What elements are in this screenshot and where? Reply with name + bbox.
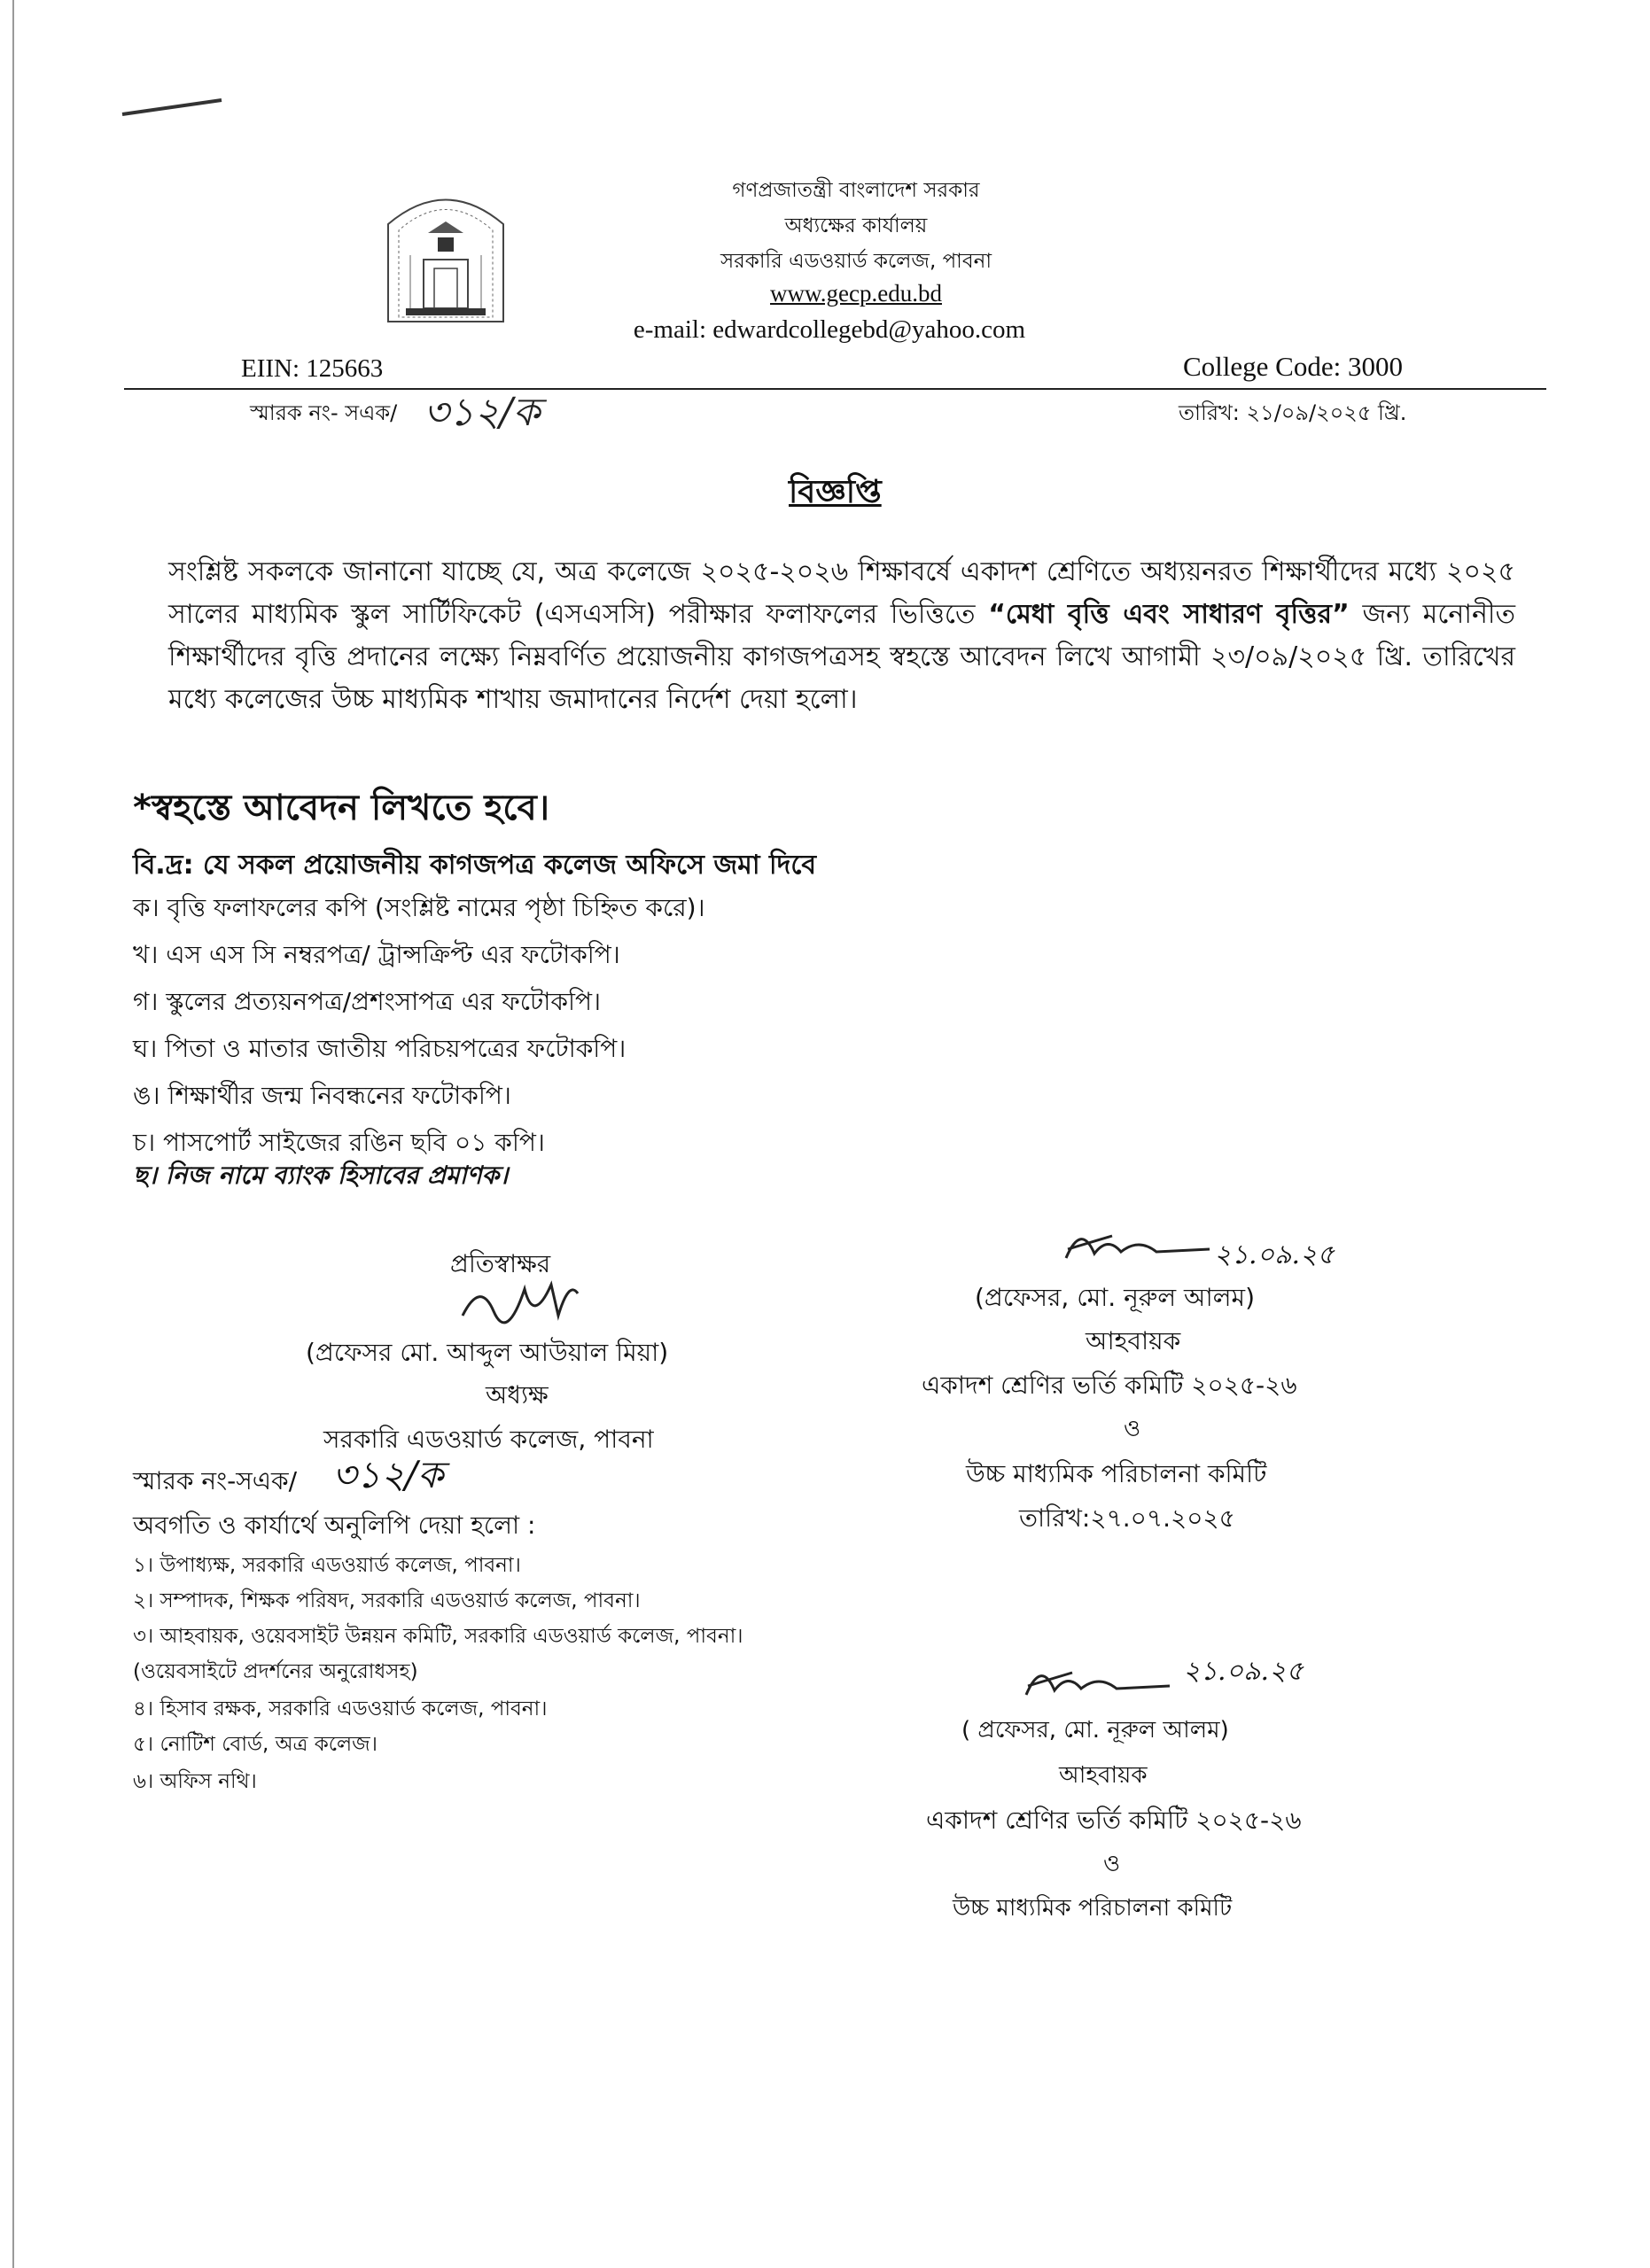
admission-committee-1: একাদশ শ্রেণির ভর্তি কমিটি ২০২৫-২৬ bbox=[922, 1371, 1297, 1400]
convener-signature-2 bbox=[1019, 1655, 1179, 1708]
document-item: খ। এস এস সি নম্বরপত্র/ ট্রান্সক্রিপ্ট এর ফটোকপি। bbox=[133, 940, 620, 969]
admission-committee-2: একাদশ শ্রেণির ভর্তি কমিটি ২০২৫-২৬ bbox=[926, 1806, 1302, 1835]
copy-list-item: ৩। আহবায়ক, ওয়েবসাইট উন্নয়ন কমিটি, সরকারি এডওয়ার্ড কলেজ, পাবনা। bbox=[133, 1625, 743, 1648]
email-address[interactable]: e-mail: edwardcollegebd@yahoo.com bbox=[633, 315, 1026, 344]
government-title: গণপ্রজাতন্ত্রী বাংলাদেশ সরকার bbox=[732, 179, 980, 202]
website-link[interactable]: www.gecp.edu.bd bbox=[770, 280, 942, 307]
copy-list-item: (ওয়েবসাইটে প্রদর্শনের অনুরোধসহ) bbox=[133, 1660, 418, 1683]
document-item: ঙ। শিক্ষার্থীর জন্ম নিবন্ধনের ফটোকপি। bbox=[133, 1081, 511, 1110]
convener-name-1: (প্রফেসর, মো. নূরুল আলম) bbox=[975, 1283, 1256, 1312]
principal-title: অধ্যক্ষ bbox=[486, 1380, 549, 1410]
and-conjunction-1: ও bbox=[1124, 1416, 1141, 1442]
eiin-number: EIIN: 125663 bbox=[241, 354, 384, 383]
copy-list-item: ২। সম্পাদক, শিক্ষক পরিষদ, সরকারি এডওয়ার্ড কলেজ, পাবনা। bbox=[133, 1589, 641, 1612]
convener-signature-date-2: ২১.০৯.২৫ bbox=[1183, 1656, 1304, 1687]
documents-heading: বি.দ্র: যে সকল প্রয়োজনীয় কাগজপত্র কলেজ অফিসে জমা দিবে bbox=[133, 850, 817, 881]
college-name: সরকারি এডওয়ার্ড কলেজ, পাবনা bbox=[720, 250, 992, 273]
principal-signature bbox=[454, 1262, 587, 1338]
convener-title-2: আহবায়ক bbox=[1059, 1762, 1148, 1789]
principal-name: (প্রফেসর মো. আব্দুল আউয়াল মিয়া) bbox=[306, 1338, 669, 1367]
copy-intro: অবগতি ও কার্যার্থে অনুলিপি দেয়া হলো : bbox=[133, 1511, 536, 1540]
copy-list-item: ৬। অফিস নথি। bbox=[133, 1770, 257, 1793]
notice-title: বিজ্ঞপ্তি bbox=[789, 474, 882, 510]
convener-name-2: ( প্রফেসর, মো. নূরুল আলম) bbox=[961, 1717, 1229, 1744]
counter-signature-label: প্রতিস্বাক্ষর bbox=[450, 1249, 551, 1278]
document-item: ক। বৃত্তি ফলাফলের কপি (সংশ্লিষ্ট নামের পৃষ্ঠা চিহ্নিত করে)। bbox=[133, 893, 705, 922]
document-item: চ। পাসপোর্ট সাইজের রঙিন ছবি ০১ কপি। bbox=[133, 1128, 545, 1157]
handwrite-note: *স্বহস্তে আবেদন লিখতে হবে। bbox=[133, 788, 550, 828]
college-code: College Code: 3000 bbox=[1183, 351, 1403, 382]
notice-body bbox=[168, 551, 1515, 721]
committee-date: তারিখ:২৭.০৭.২০২৫ bbox=[1019, 1503, 1235, 1533]
convener-signature-1 bbox=[1059, 1218, 1218, 1271]
notice-body-scholarship: “মেধা বৃত্তি এবং সাধারণ বৃত্তির” bbox=[988, 599, 1350, 630]
copy-list-item: ৪। হিসাব রক্ষক, সরকারি এডওয়ার্ড কলেজ, পাবনা। bbox=[133, 1697, 548, 1720]
copy-list-item: ১। উপাধ্যক্ষ, সরকারি এডওয়ার্ড কলেজ, পাবনা। bbox=[133, 1554, 521, 1577]
header-divider bbox=[124, 388, 1546, 390]
pen-stroke-mark bbox=[120, 93, 226, 120]
copy-memo-label: স্মারক নং-সএক/ bbox=[133, 1466, 298, 1495]
memo-number-handwritten: ৩১২/ক bbox=[424, 390, 541, 435]
copy-list-item: ৫। নোটিশ বোর্ড, অত্র কলেজ। bbox=[133, 1733, 377, 1756]
hsc-committee-1: উচ্চ মাধ্যমিক পরিচালনা কমিটি bbox=[966, 1459, 1267, 1488]
copy-memo-handwritten: ৩১২/ক bbox=[332, 1453, 444, 1496]
and-conjunction-2: ও bbox=[1103, 1851, 1121, 1877]
document-item: ঘ। পিতা ও মাতার জাতীয় পরিচয়পত্রের ফটোকপি। bbox=[133, 1034, 627, 1063]
memo-number-label: স্মারক নং- সএক/ bbox=[250, 400, 398, 425]
convener-signature-date-1: ২১.০৯.২৫ bbox=[1214, 1239, 1335, 1270]
document-item: গ। স্কুলের প্রত্যয়নপত্র/প্রশংসাপত্র এর ফটোকপি। bbox=[133, 987, 602, 1016]
document-item-handwritten: ছ। নিজ নামে ব্যাংক হিসাবের প্রমাণক। bbox=[133, 1161, 509, 1190]
convener-title-1: আহবায়ক bbox=[1086, 1326, 1181, 1355]
office-title: অধ্যক্ষের কার্যালয় bbox=[784, 214, 928, 237]
notice-body-part2: জন্য মনোনীত শিক্ষার্থীদের বৃত্তি প্রদানের লক্ষ্যে নিম্নবর্ণিত প্রয়োজনীয় কাগজপত্রসহ স্বহস্তে আবেদন লিখে আগামী ২৩/০৯/২০২৫ খ্রি. তারিখের মধ্যে কলেজের উচ্চ মাধ্যমিক শাখায় জমাদানের নির্দেশ দেয়া হলো। bbox=[168, 599, 1515, 715]
notice-body-part1: সংশ্লিষ্ট সকলকে জানানো যাচ্ছে যে, অত্র কলেজে ২০২৫-২০২৬ শিক্ষাবর্ষে একাদশ শ্রেণিতে অধ্যয়নরত শিক্ষার্থীদের মধ্যে ২০২৫ সালের মাধ্যমিক স্কুল সার্টিফিকেট (এসএসসি) পরীক্ষার ফলাফলের ভিত্তিতে bbox=[168, 556, 1515, 630]
notice-date: তারিখ: ২১/০৯/২০২৫ খ্রি. bbox=[1179, 400, 1407, 425]
principal-college: সরকারি এডওয়ার্ড কলেজ, পাবনা bbox=[323, 1425, 654, 1454]
hsc-committee-2: উচ্চ মাধ্যমিক পরিচালনা কমিটি bbox=[953, 1895, 1233, 1922]
